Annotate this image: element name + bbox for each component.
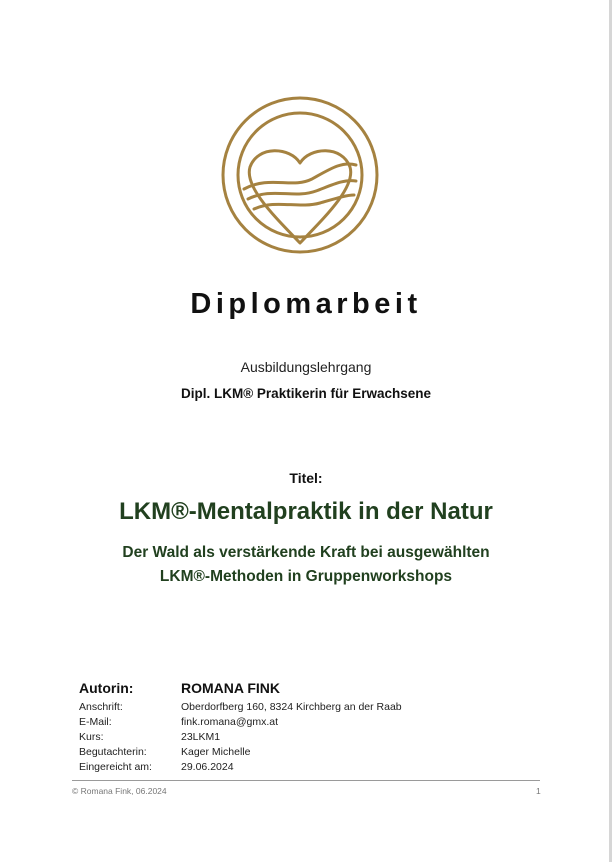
topic-subtitle-line: LKM®-Methoden in Gruppenworkshops xyxy=(159,568,453,585)
info-value: 29.06.2024 xyxy=(181,761,234,773)
info-value: 23LKM1 xyxy=(181,731,221,743)
info-label: E-Mail: xyxy=(79,716,112,728)
document-title: Diplomarbeit xyxy=(190,288,422,320)
heart-wave-logo-icon xyxy=(220,95,380,255)
info-row-address xyxy=(0,701,612,717)
info-row-course xyxy=(0,731,612,747)
info-label: Anschrift: xyxy=(79,701,123,713)
info-label: Begutachterin: xyxy=(79,746,147,758)
author-name: ROMANA FINK xyxy=(181,680,281,696)
info-row-reviewer xyxy=(0,746,612,762)
author-label: Autorin: xyxy=(79,680,134,696)
info-label: Eingereicht am: xyxy=(79,761,152,773)
topic-label: Titel: xyxy=(289,470,323,486)
topic-subtitle xyxy=(0,541,612,589)
info-value: fink.romana@gmx.at xyxy=(181,716,279,728)
info-row-email xyxy=(0,716,612,732)
info-row-submitted xyxy=(0,761,612,777)
info-label: Kurs: xyxy=(79,731,104,743)
info-value: Oberdorfberg 160, 8324 Kirchberg an der Raab xyxy=(181,701,402,713)
info-value: Kager Michelle xyxy=(181,746,251,758)
topic-main-title: LKM®-Mentalpraktik in der Natur xyxy=(119,498,493,525)
footer-divider xyxy=(72,780,540,781)
course-kind: Ausbildungslehrgang xyxy=(240,359,372,375)
course-name: Dipl. LKM® Praktikerin für Erwachsene xyxy=(180,386,431,401)
footer-page-number: 1 xyxy=(536,786,541,796)
footer-copyright: © Romana Fink, 06.2024 xyxy=(72,786,167,796)
topic-subtitle-line: Der Wald als verstärkende Kraft bei ausgewählten xyxy=(122,544,490,561)
